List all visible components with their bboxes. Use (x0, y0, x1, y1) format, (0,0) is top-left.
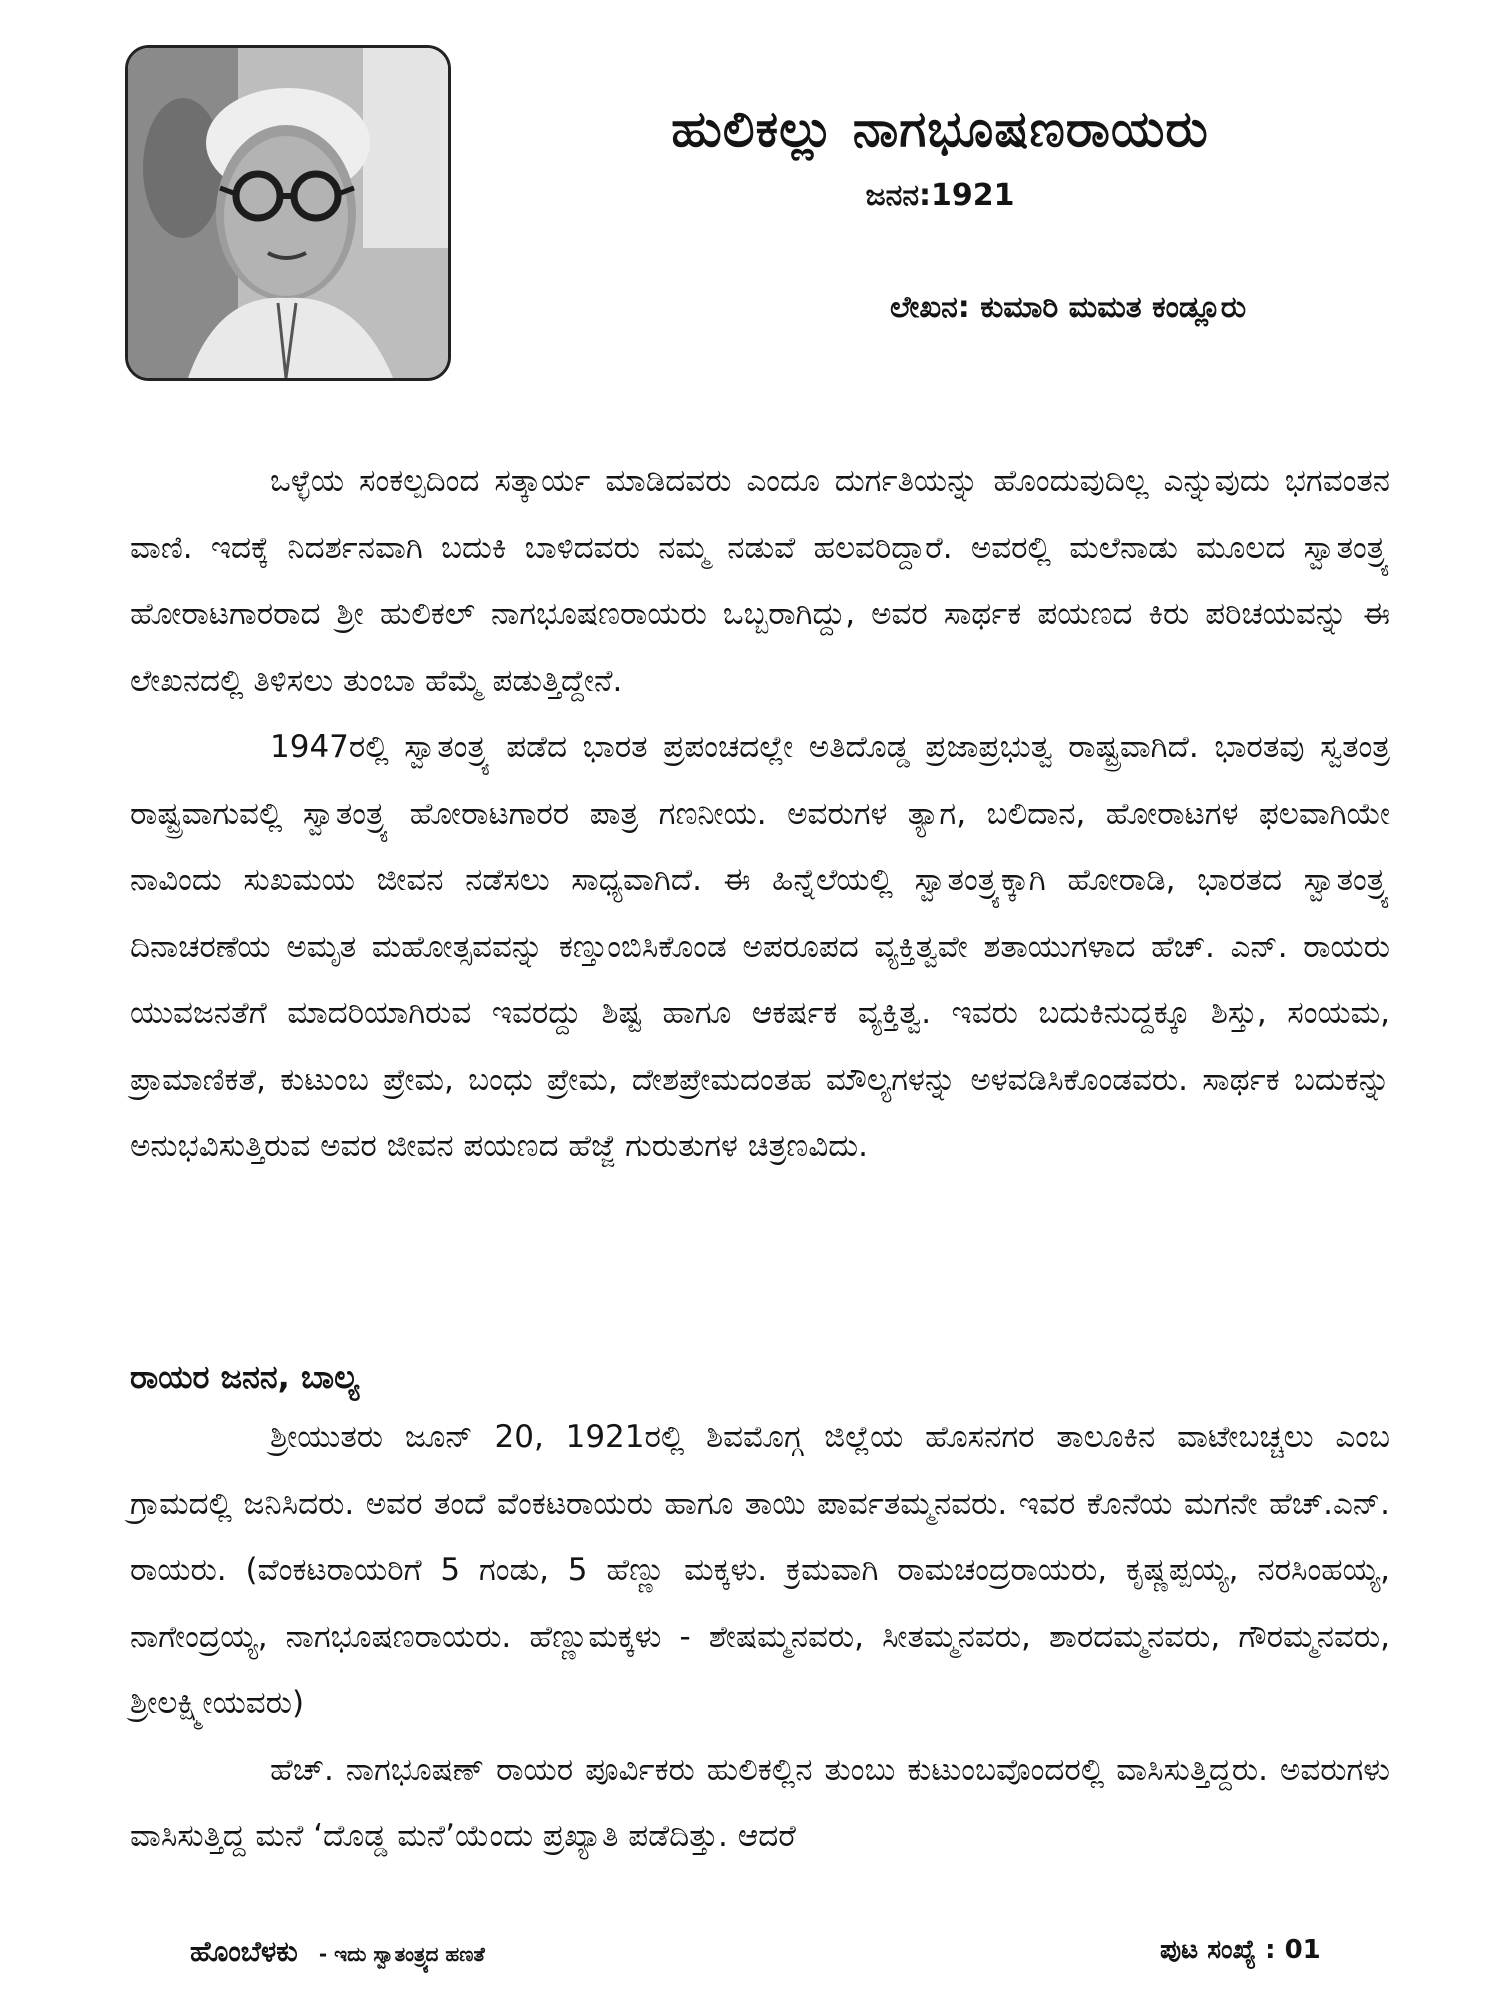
portrait-image (128, 48, 448, 378)
footer-magazine (190, 1935, 485, 1969)
portrait-photo (125, 45, 451, 381)
section-paragraph-1: ಶ್ರೀಯುತರು ಜೂನ್ 20, 1921ರಲ್ಲಿ ಶಿವಮೊಗ್ಗ ಜಿಲ್ಲೆಯ ಹೊಸನಗರ ತಾಲೂಕಿನ ವಾಟೇಬಚ್ಚಲು ಎಂಬ ಗ್ರಾಮದಲ್ಲಿ ಜನಿಸಿದರು. ಅವರ ತಂದೆ ವೆಂಕಟರಾಯರು ಹಾಗೂ ತಾಯಿ ಪಾರ್ವತಮ್ಮನವರು. ಇವರ ಕೊನೆಯ ಮಗನೇ ಹೆಚ್.ಎನ್. ರಾಯರು. (ವೆಂಕಟರಾಯರಿಗೆ 5 ಗಂಡು, 5 ಹೆಣ್ಣು ಮಕ್ಕಳು. ಕ್ರಮವಾಗಿ ರಾಮಚಂದ್ರರಾಯರು, ಕೃಷ್ಣಪ್ಪಯ್ಯ, ನರಸಿಂಹಯ್ಯ, ನಾಗೇಂದ್ರಯ್ಯ, ನಾಗಭೂಷಣರಾಯರು. ಹೆಣ್ಣುಮಕ್ಕಳು - ಶೇಷಮ್ಮನವರು, ಸೀತಮ್ಮನವರು, ಶಾರದಮ್ಮನವರು, ಗೌರಮ್ಮನವರು, ಶ್ರೀಲಕ್ಷ್ಮೀಯವರು) (130, 1419, 1390, 1721)
magazine-tagline: - ಇದು ಸ್ವಾತಂತ್ರ್ಯದ ಹಣತೆ (318, 1942, 485, 1966)
intro-paragraph-1: ಒಳ್ಳೆಯ ಸಂಕಲ್ಪದಿಂದ ಸತ್ಕಾರ್ಯ ಮಾಡಿದವರು ಎಂದೂ ದುರ್ಗತಿಯನ್ನು ಹೊಂದುವುದಿಲ್ಲ ಎನ್ನುವುದು ಭಗವಂತನ ವಾಣಿ. ಇದಕ್ಕೆ ನಿದರ್ಶನವಾಗಿ ಬದುಕಿ ಬಾಳಿದವರು ನಮ್ಮ ನಡುವೆ ಹಲವರಿದ್ದಾರೆ. ಅವರಲ್ಲಿ ಮಲೆನಾಡು ಮೂಲದ ಸ್ವಾತಂತ್ರ್ಯ ಹೋರಾಟಗಾರರಾದ ಶ್ರೀ ಹುಲಿಕಲ್ ನಾಗಭೂಷಣರಾಯರು ಒಬ್ಬರಾಗಿದ್ದು, ಅವರ ಸಾರ್ಥಕ ಪಯಣದ ಕಿರು ಪರಿಚಯವನ್ನು ಈ ಲೇಖನದಲ್ಲಿ ತಿಳಿಸಲು ತುಂಬಾ ಹೆಮ್ಮೆ ಪಡುತ್ತಿದ್ದೇನೆ. (130, 463, 1390, 699)
section-body (130, 1404, 1390, 1870)
section-paragraph-2: ಹೆಚ್. ನಾಗಭೂಷಣ್ ರಾಯರ ಪೂರ್ವಿಕರು ಹುಲಿಕಲ್ಲಿನ ತುಂಬು ಕುಟುಂಬವೊಂದರಲ್ಲಿ ವಾಸಿಸುತ್ತಿದ್ದರು. ಅವರುಗಳು ವಾಸಿಸುತ್ತಿದ್ದ ಮನೆ ‘ದೊಡ್ಡ ಮನೆ’ಯೆಂದು ಪ್ರಖ್ಯಾತಿ ಪಡೆದಿತ್ತು. ಆದರೆ (130, 1751, 1390, 1854)
page-title: ಹುಲಿಕಲ್ಲು ನಾಗಭೂಷಣರಾಯರು (671, 100, 1209, 158)
page-number: ಪುಟ ಸಂಖ್ಯೆ : 01 (1160, 1935, 1321, 1965)
author-byline: ಲೇಖನ: ಕುಮಾರಿ ಮಮತ ಕಂಡ್ಲೂರು (890, 290, 1247, 325)
section-heading: ರಾಯರ ಜನನ, ಬಾಲ್ಯ (130, 1358, 360, 1396)
magazine-name: ಹೊಂಬೆಳಕು (190, 1935, 298, 1968)
intro-body (130, 448, 1390, 1180)
intro-paragraph-2: 1947ರಲ್ಲಿ ಸ್ವಾತಂತ್ರ್ಯ ಪಡೆದ ಭಾರತ ಪ್ರಪಂಚದಲ್ಲೇ ಅತಿದೊಡ್ಡ ಪ್ರಜಾಪ್ರಭುತ್ವ ರಾಷ್ಟ್ರವಾಗಿದೆ. ಭಾರತವು ಸ್ವತಂತ್ರ ರಾಷ್ಟ್ರವಾಗುವಲ್ಲಿ ಸ್ವಾತಂತ್ರ್ಯ ಹೋರಾಟಗಾರರ ಪಾತ್ರ ಗಣನೀಯ. ಅವರುಗಳ ತ್ಯಾಗ, ಬಲಿದಾನ, ಹೋರಾಟಗಳ ಫಲವಾಗಿಯೇ ನಾವಿಂದು ಸುಖಮಯ ಜೀವನ ನಡೆಸಲು ಸಾಧ್ಯವಾಗಿದೆ. ಈ ಹಿನ್ನೆಲೆಯಲ್ಲಿ ಸ್ವಾತಂತ್ರ್ಯಕ್ಕಾಗಿ ಹೋರಾಡಿ, ಭಾರತದ ಸ್ವಾತಂತ್ರ್ಯ ದಿನಾಚರಣೆಯ ಅಮೃತ ಮಹೋತ್ಸವವನ್ನು ಕಣ್ತುಂಬಿಸಿಕೊಂಡ ಅಪರೂಪದ ವ್ಯಕ್ತಿತ್ವವೇ ಶತಾಯುಗಳಾದ ಹೆಚ್. ಎನ್. ರಾಯರು ಯುವಜನತೆಗೆ ಮಾದರಿಯಾಗಿರುವ ಇವರದ್ದು ಶಿಷ್ಟ ಹಾಗೂ ಆಕರ್ಷಕ ವ್ಯಕ್ತಿತ್ವ. ಇವರು ಬದುಕಿನುದ್ದಕ್ಕೂ ಶಿಸ್ತು, ಸಂಯಮ, ಪ್ರಾಮಾಣಿಕತೆ, ಕುಟುಂಬ ಪ್ರೇಮ, ಬಂಧು ಪ್ರೇಮ, ದೇಶಪ್ರೇಮದಂತಹ ಮೌಲ್ಯಗಳನ್ನು ಅಳವಡಿಸಿಕೊಂಡವರು. ಸಾರ್ಥಕ ಬದುಕನ್ನು ಅನುಭವಿಸುತ್ತಿರುವ ಅವರ ಜೀವನ ಪಯಣದ ಹೆಜ್ಜೆ ಗುರುತುಗಳ ಚಿತ್ರಣವಿದು. (130, 729, 1390, 1164)
birth-year: ಜನನ:1921 (865, 178, 1015, 213)
